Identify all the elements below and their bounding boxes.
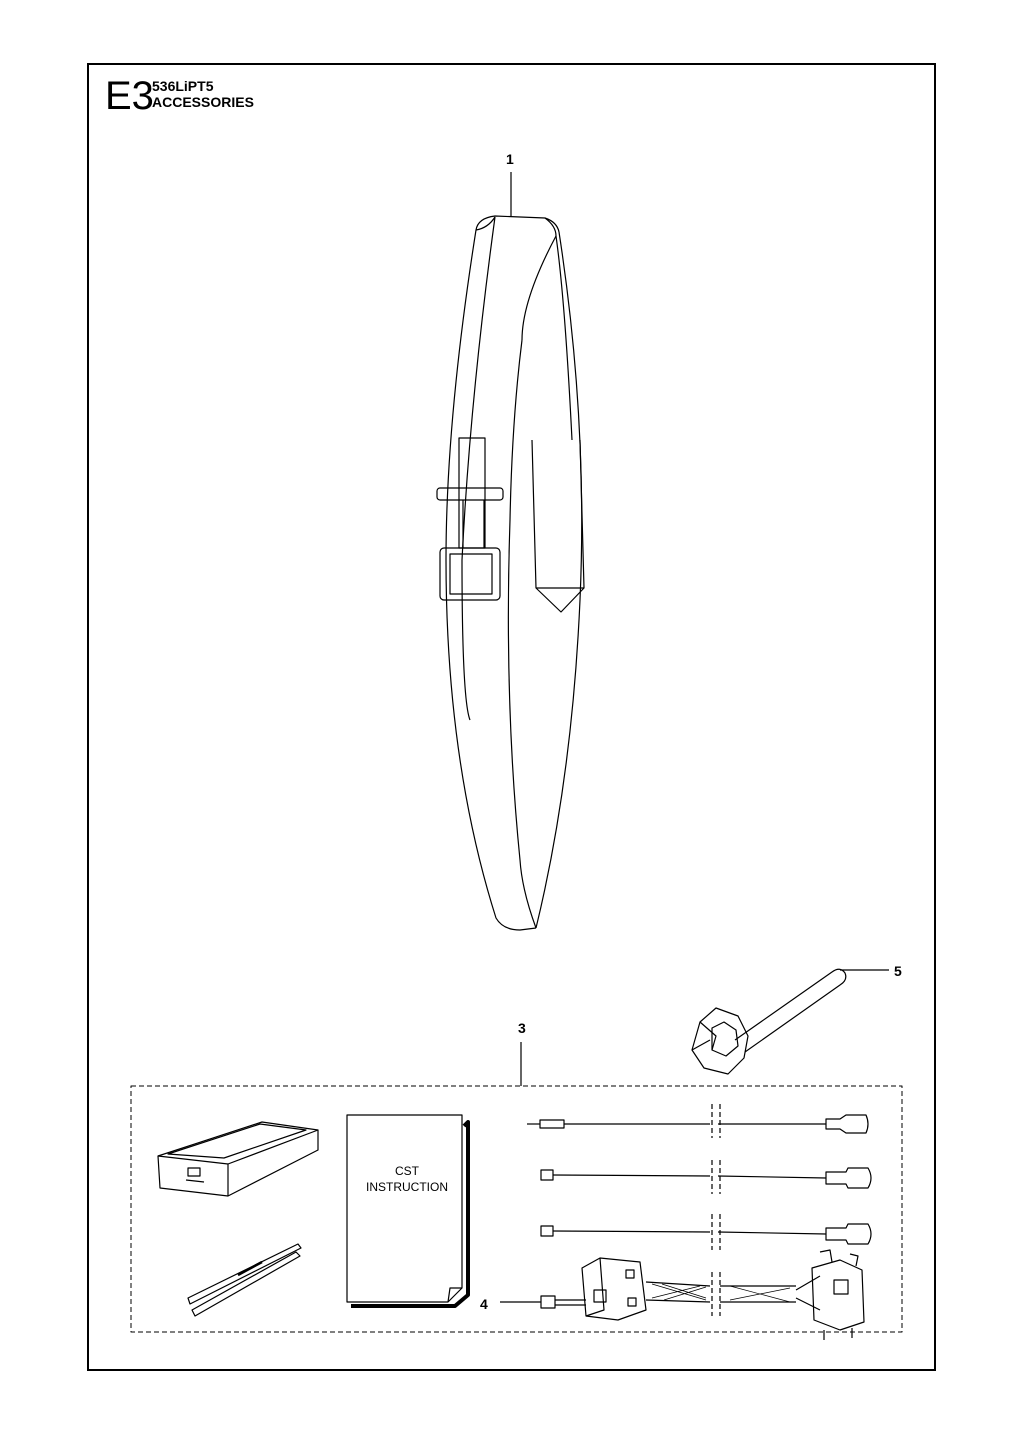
cable-3 bbox=[541, 1214, 871, 1250]
manual-title-line1: CST bbox=[395, 1164, 419, 1178]
callout-4: 4 bbox=[480, 1296, 488, 1312]
diagnostic-box bbox=[158, 1122, 318, 1196]
cable-2 bbox=[541, 1160, 871, 1194]
harness-strap bbox=[437, 216, 584, 930]
tweezers bbox=[188, 1244, 301, 1316]
kit-boundary bbox=[131, 1086, 902, 1332]
manual-title-line2: INSTRUCTION bbox=[366, 1180, 448, 1194]
cable-4 bbox=[500, 1250, 864, 1340]
section-code: E3 bbox=[105, 74, 154, 118]
instruction-manual bbox=[347, 1115, 468, 1306]
callout-5: 5 bbox=[894, 963, 902, 979]
wrench bbox=[692, 969, 889, 1074]
callout-1: 1 bbox=[506, 151, 514, 167]
page-title: ACCESSORIES bbox=[152, 94, 254, 110]
callout-3: 3 bbox=[518, 1020, 526, 1036]
model-name: 536LiPT5 bbox=[152, 78, 214, 94]
cable-1 bbox=[527, 1104, 868, 1138]
